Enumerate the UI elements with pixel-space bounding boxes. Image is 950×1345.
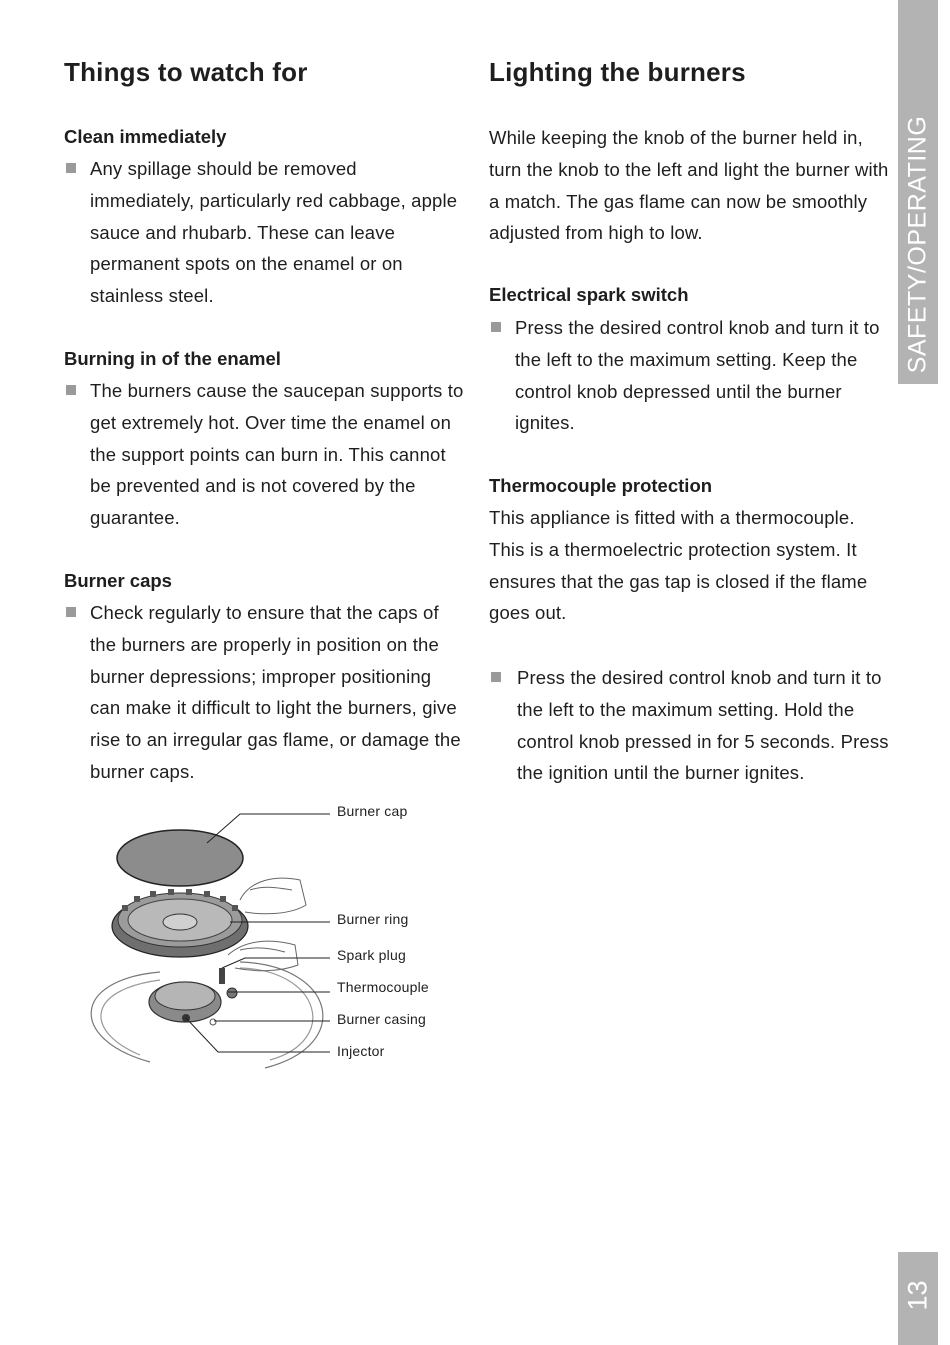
intro-paragraph: While keeping the knob of the burner held in, turn the knob to the left and light the burner with a match. The gas flame can now be smoothly adjusted from high to low. (489, 127, 889, 244)
bullet-text-spark: Press the desired control knob and turn it to the left to the maximum setting. Keep the control knob depressed until the burner ignites. (515, 317, 880, 434)
label-burner-cap: Burner cap (337, 803, 408, 819)
section-title-enamel: Burning in of the enamel (64, 348, 281, 369)
label-burner-ring: Burner ring (337, 911, 409, 927)
left-heading: Things to watch for (64, 57, 308, 87)
page-number: 13 (902, 1280, 933, 1311)
section-title-clean: Clean immediately (64, 126, 227, 147)
burner-cap-shape (117, 830, 243, 886)
burner-ring-shape (112, 889, 248, 957)
right-heading: Lighting the burners (489, 57, 746, 87)
side-tab-label: SAFETY/OPERATING (903, 115, 932, 374)
label-spark-plug: Spark plug (337, 947, 406, 963)
section-title-thermo: Thermocouple protection (489, 475, 713, 496)
spark-plug-shape (219, 968, 225, 984)
bullet-text-enamel: The burners cause the saucepan supports to get extremely hot. Over time the enamel on the support points can burn in. This cannot be prevented and is not covered by the guarantee. (90, 380, 464, 529)
section-title-caps: Burner caps (64, 570, 172, 591)
bullet-text-clean: Any spillage should be removed immediately, particularly red cabbage, apple sauce and rhubarb. These can leave permanent spots on the enamel or on stainless steel. (90, 158, 458, 307)
bullet-text-thermo: Press the desired control knob and turn it to the left to the maximum setting. Hold the control knob pressed in for 5 seconds. Press the ignition until the burner ignites. (517, 667, 889, 784)
label-burner-casing: Burner casing (337, 1011, 426, 1027)
section-title-spark: Electrical spark switch (489, 284, 689, 305)
label-thermocouple: Thermocouple (337, 979, 429, 995)
burner-casing-shape (149, 982, 237, 1025)
thermo-paragraph: This appliance is fitted with a thermocouple. This is a thermoelectric protection system. It ensures that the gas tap is closed if the flame goes out. (489, 507, 868, 624)
bullet-text-caps: Check regularly to ensure that the caps of the burners are properly in position on the burner depressions; improper positioning can make it difficult to light the burners, give rise to an irregular gas flame, or damage the burner caps. (90, 602, 461, 782)
label-injector: Injector (337, 1043, 385, 1059)
